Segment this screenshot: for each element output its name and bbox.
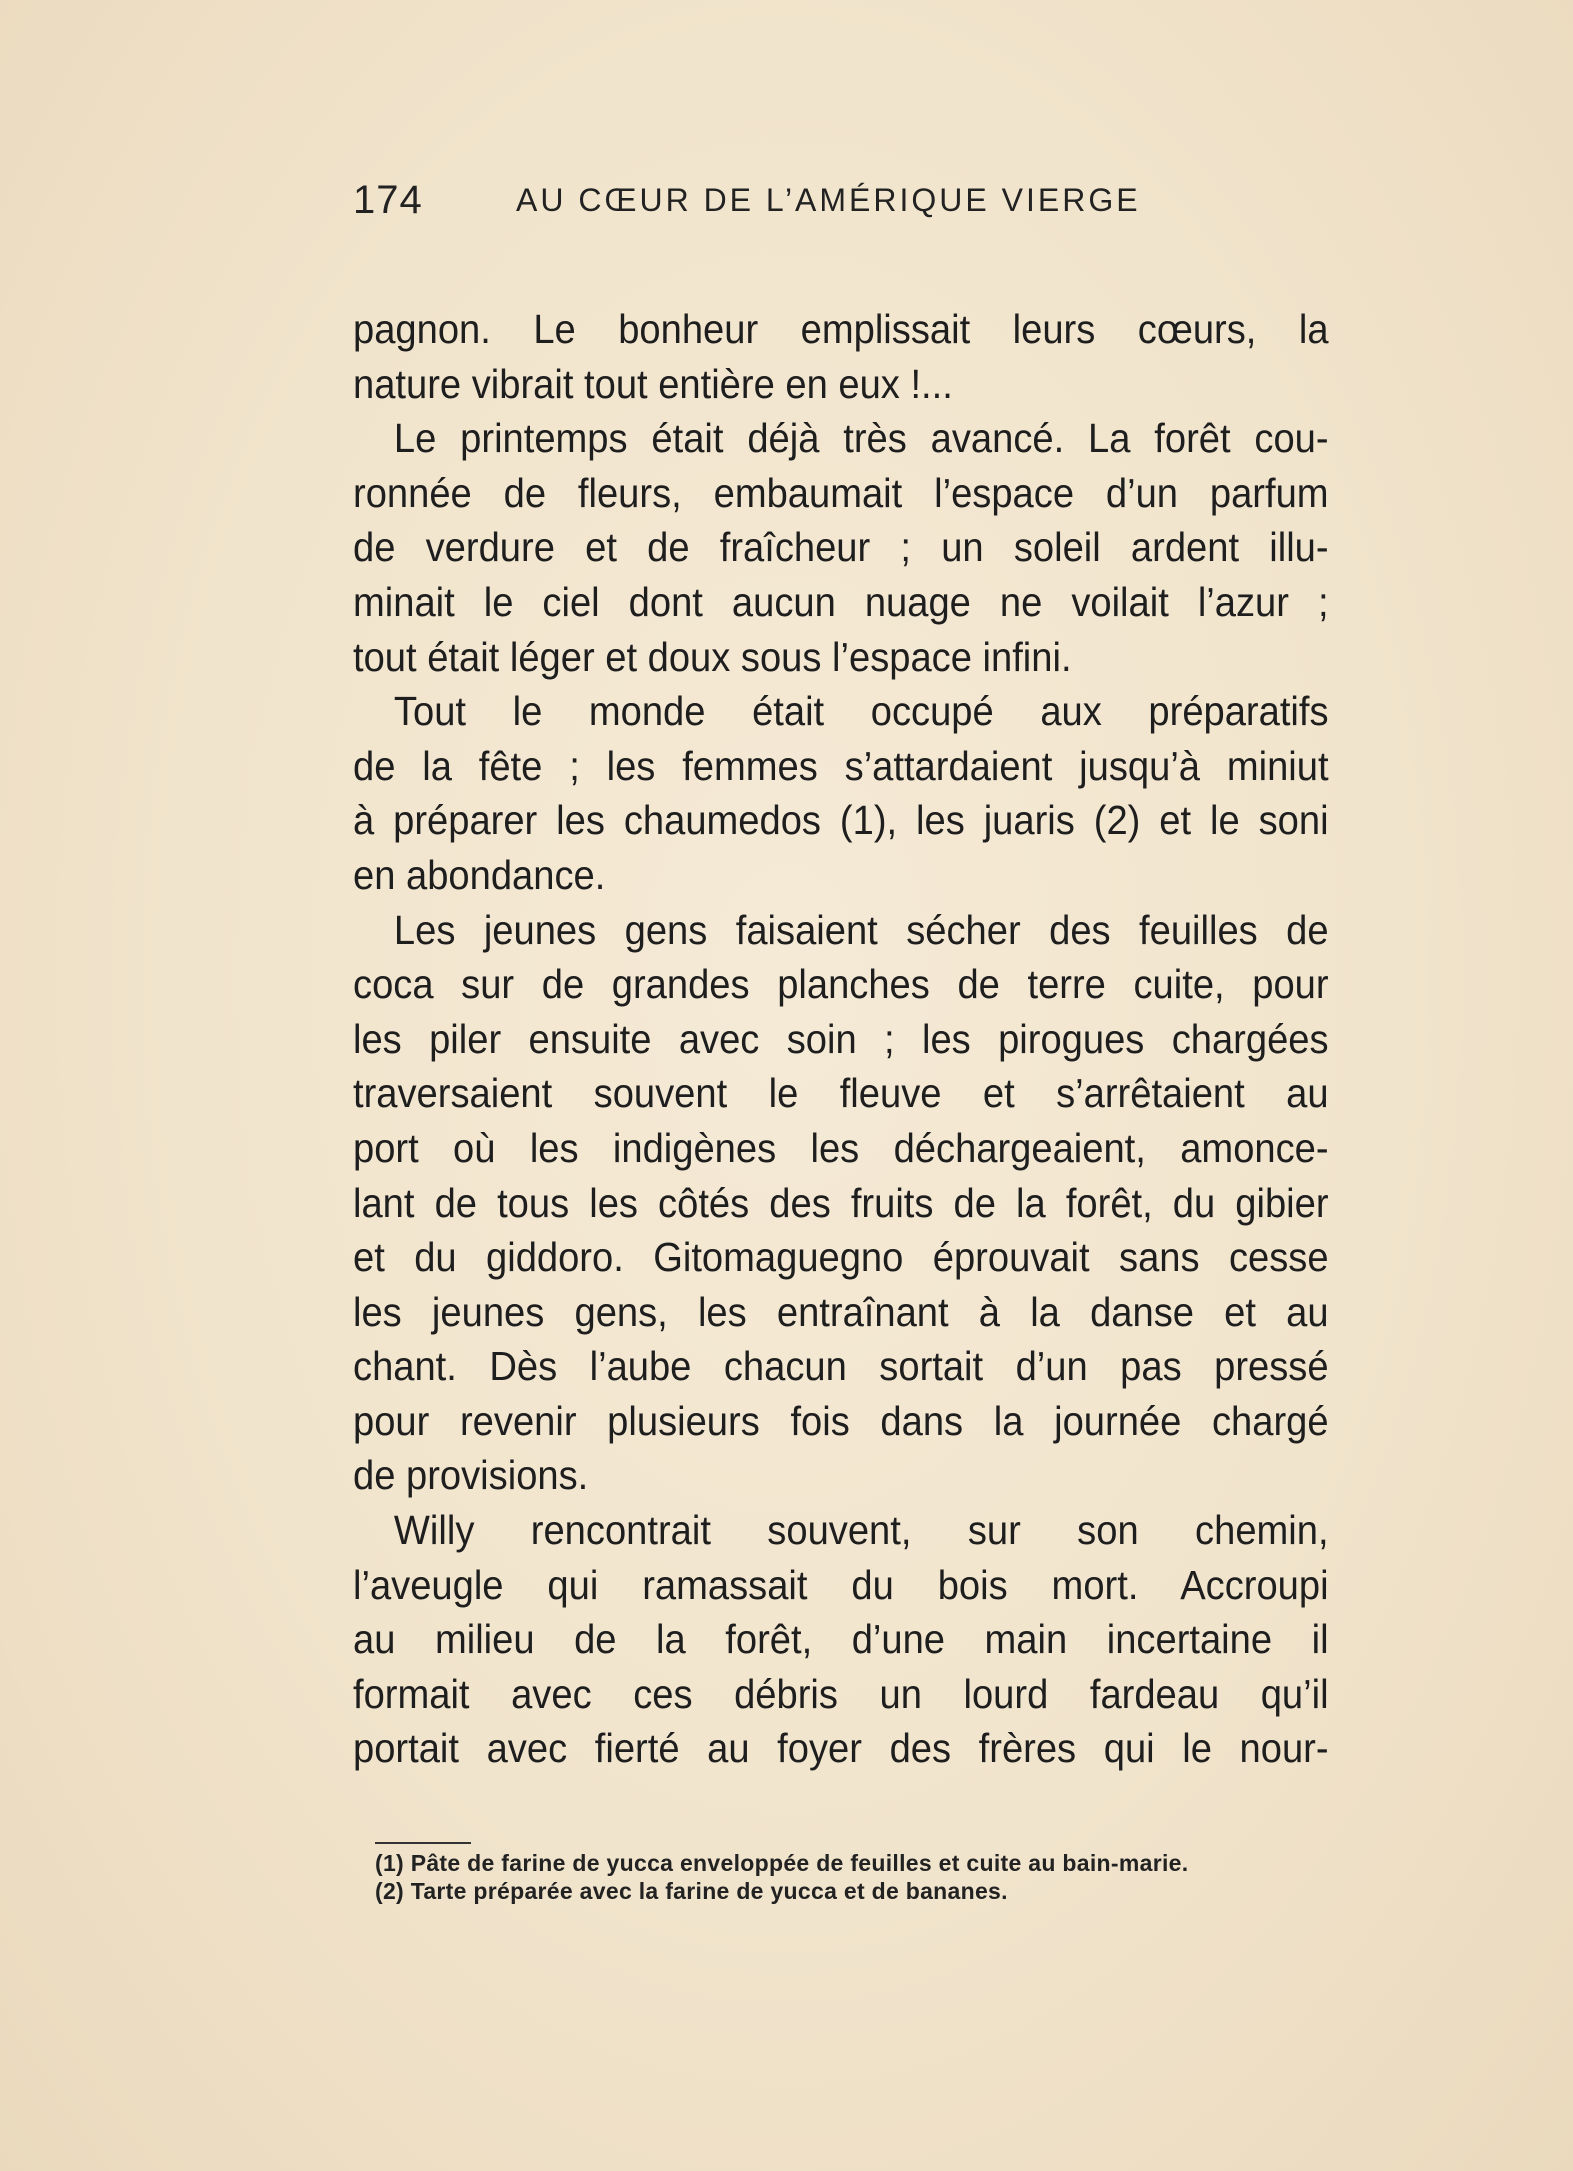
text-line: l’aveugle qui ramassait du bois mort. Accroupi [353,1561,1329,1608]
text-line: en abondance. [353,851,606,898]
footnotes [353,1850,1328,1904]
page-number: 174 [353,178,423,222]
running-title: AU CŒUR DE L’AMÉRIQUE VIERGE [516,182,1141,218]
body-text [353,302,1329,1776]
footnote-rule [375,1842,471,1844]
text-line: tout était léger et doux sous l’espace infini. [353,633,1072,680]
text-line: lant de tous les côtés des fruits de la forêt, du gibier [353,1179,1329,1226]
text-line: à préparer les chaumedos (1), les juaris (2) et le soni [353,797,1329,844]
text-line: de la fête ; les femmes s’attardaient jusqu’à miniut [353,742,1329,789]
text-line: traversaient souvent le fleuve et s’arrêtaient au [353,1070,1329,1117]
footnote-1: (1) Pâte de farine de yucca enveloppée de feuilles et cuite au bain-marie. [375,1850,1189,1876]
text-line: de verdure et de fraîcheur ; un soleil ardent illu- [353,524,1329,571]
text-line: minait le ciel dont aucun nuage ne voilait l’azur ; [353,578,1329,625]
text-line: coca sur de grandes planches de terre cuite, pour [353,961,1329,1008]
text-line: les jeunes gens, les entraînant à la danse et au [353,1288,1329,1335]
text-line: port où les indigènes les déchargeaient, amonce- [353,1124,1329,1171]
paragraph-start-line: Les jeunes gens faisaient sécher des feuilles de [393,906,1329,953]
text-line: les piler ensuite avec soin ; les pirogues chargées [353,1015,1329,1062]
text-line: pour revenir plusieurs fois dans la journée chargé [353,1397,1329,1444]
footnote-2: (2) Tarte préparée avec la farine de yucca et de bananes. [375,1878,1008,1904]
text-line: au milieu de la forêt, d’une main incertaine il [353,1616,1329,1663]
text-line: nature vibrait tout entière en eux !... [353,360,953,407]
text-line: chant. Dès l’aube chacun sortait d’un pas pressé [353,1343,1329,1390]
text-line: et du giddoro. Gitomaguegno éprouvait sans cesse [353,1234,1329,1281]
paragraph-start-line: Le printemps était déjà très avancé. La forêt cou- [393,415,1329,462]
paragraph-start-line: Tout le monde était occupé aux préparatifs [393,688,1329,735]
text-line: ronnée de fleurs, embaumait l’espace d’un parfum [353,469,1329,516]
text-line: formait avec ces débris un lourd fardeau qu’il [353,1670,1329,1717]
running-header [353,178,1353,238]
text-line: portait avec fierté au foyer des frères qui le nour- [353,1725,1329,1772]
text-line: pagnon. Le bonheur emplissait leurs cœurs, la [353,306,1329,352]
text-line: de provisions. [353,1452,589,1499]
paragraph-start-line: Willy rencontrait souvent, sur son chemin, [393,1507,1329,1554]
